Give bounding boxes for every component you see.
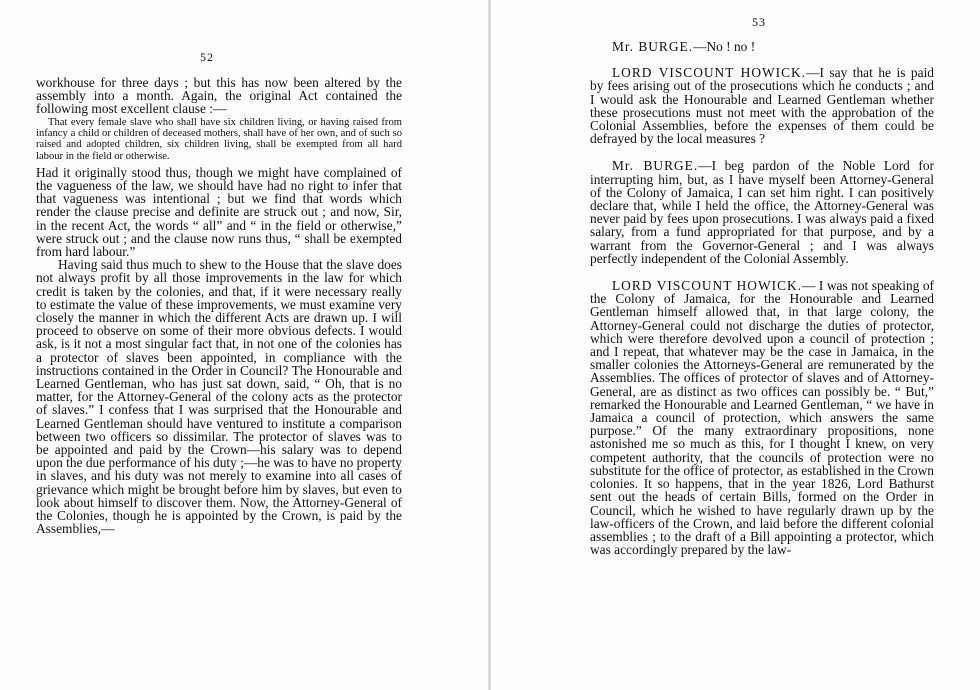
left-page-number: 52: [200, 50, 214, 64]
speaker-name: LORD VISCOUNT HOWICK.: [612, 278, 803, 294]
speech-text: — I was not speaking of the Colony of Jamaica, for the Honourable and Learned Gentleman himself allowed that, in that large colony, the Attorney-General could not discharge the duties of protector, which were therefore devolved upon a council of protection ; and I repeat, that whatever may be the case in Jamaica, in the smaller colonies the Attorneys-General are remunerated by the Assemblies. The offices of protector of slaves and of Attorney-General, are as distinct as two offices can possibly be. “ But,” remarked the Honourable and Learned Gentleman, “ we have in Jamaica a council of protection, which answers the same purpose.” Of the many extraordinary propositions, none astonished me so much as this, for I thought I knew, on very competent authority, that the councils of protection were no substitute for the office of protector, as established in the Crown colonies. It so happens, that in the year 1826, Lord Bathurst sent out the heads of certain Bills, formed on the Order in Council, which he wished to have regularly drawn up by the law-officers of the Crown, and laid before the different colonial assemblies ; to the draft of a Bill appointing a protector, which was accordingly prepared by the law-: [590, 278, 935, 558]
quoted-clause-text: That every female slave who shall have six children living, or having raised from infancy a child or children of deceased mothers, shall have of her own, and of such so raised and adopted children, six children living, shall be exempted from all hard labour in the field or otherwise.: [36, 116, 402, 162]
paragraph-vagueness: Had it originally stood thus, though we might have complained of the vagueness of the law, we should have had no right to infer that that vagueness was intentional ; but we find that words which render the clause precise and definite are struck out ; and now, Sir, in the recent Act, the words “ all” and “ in the field or otherwise,” were struck out ; and the clause now runs thus, “ shall be exempted from hard labour.”: [36, 164, 402, 260]
interjection-text: —No ! no !: [693, 39, 756, 54]
quoted-clause: [36, 117, 402, 162]
speaker-name: LORD VISCOUNT HOWICK.: [612, 65, 807, 81]
speech-text: —I beg pardon of the Noble Lord for interrupting him, but, as I have myself been Attorney-General of the Colony of Jamaica, I can set him right. I can positively declare that, while I held the office, the Attorney-General was never paid by fees upon prosecutions. I was always paid a fixed salary, from a fund appropriated for that purpose, and by a warrant from the Governor-General ; and I was always perfectly independent of the Colonial Assembly.: [590, 158, 934, 266]
speech-paragraph: [590, 66, 934, 145]
speech-paragraph: [590, 159, 934, 265]
interjection-paragraph: [590, 40, 934, 53]
right-page-number: 53: [752, 15, 766, 29]
speech-text: —I say that he is paid by fees arising out of the prosecutions which he conducts ; and I would ask the Honourable and Learned Gentleman whether these prosecutions must not meet with the approbation of the Colonial Assemblies, before the expenses of them could be defrayed by the local measures ?: [590, 65, 934, 147]
paragraph-protector: Having said thus much to shew to the House that the slave does not always profit by all those improvements in the law for which credit is taken by the colonies, and that, if it were necessary really to estimate the value of these improvements, we must examine very closely the manner in which the different Acts are drawn up. I will proceed to observe on some of their more obvious defects. I would ask, is it not a most singular fact that, in not one of the colonies has a protector of slaves been appointed, in compliance with the instructions contained in the Order in Council? The Honourable and Learned Gentleman, who has just sat down, said, “ Oh, that is no matter, for the Attorney-General of the colony acts as the protector of slaves.” I confess that I was surprised that the Honourable and Learned Gentleman should have ventured to institute a comparison between two officers so dissimilar. The protector of slaves was to be appointed and paid by the Crown—his salary was to depend upon the due performance of his duty ;—he was to have no property in slaves, and his duty was not merely to examine into all cases of grievance which might be brought before him by slaves, but even to look about himself to discover them. Now, the Attorney-General of the Colonies, though he is appointed by the Crown, is paid by the Assemblies,—: [36, 257, 402, 537]
left-text-block: [36, 76, 402, 535]
book-gutter: [488, 0, 491, 690]
speaker-name: Mr. BURGE.: [612, 158, 699, 174]
intro-paragraph: workhouse for three days ; but this has now been altered by the assembly into a month. Again, the original Act contained the following most excellent clause :—: [36, 75, 402, 117]
right-text-block: [590, 40, 934, 556]
speech-paragraph: [590, 279, 934, 556]
speaker-name: Mr. BURGE.: [612, 39, 694, 54]
